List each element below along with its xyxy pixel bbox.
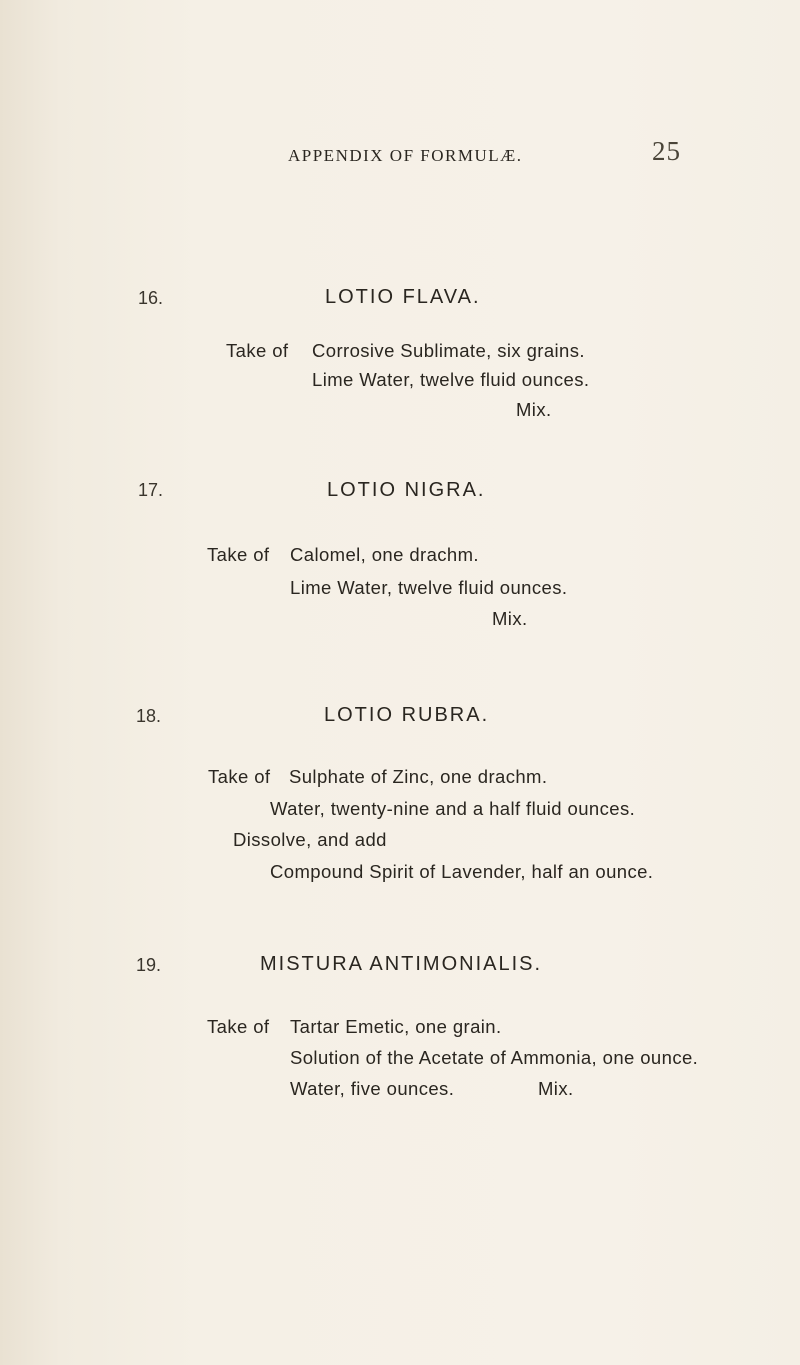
formula-title: LOTIO NIGRA. <box>327 479 486 501</box>
formula-number: 19. <box>136 955 162 975</box>
formula-line: Mix. <box>516 399 552 420</box>
formula-title: LOTIO RUBRA. <box>324 704 490 726</box>
formula-line: Water, five ounces. <box>290 1078 455 1099</box>
formula-line: Sulphate of Zinc, one drachm. <box>289 766 548 787</box>
formula-line: Lime Water, twelve fluid ounces. <box>290 577 568 598</box>
formula-line: Corrosive Sublimate, six grains. <box>312 340 585 361</box>
formula-line: Solution of the Acetate of Ammonia, one ounce. <box>290 1047 699 1068</box>
formula-number: 16. <box>138 288 164 308</box>
page-number: 25 <box>652 136 681 166</box>
formula-line: Mix. <box>538 1078 574 1099</box>
running-header: APPENDIX OF FORMULÆ. <box>288 146 523 165</box>
formula-line: Calomel, one drachm. <box>290 544 479 565</box>
formula-line: Take of <box>207 1016 270 1037</box>
formula-line: Dissolve, and add <box>233 829 387 850</box>
formula-line: Take of <box>208 766 271 787</box>
formula-line: Tartar Emetic, one grain. <box>290 1016 502 1037</box>
formula-line: Water, twenty-nine and a half fluid ounces. <box>270 798 636 819</box>
formula-line: Compound Spirit of Lavender, half an ounce. <box>270 861 654 882</box>
formula-title: MISTURA ANTIMONIALIS. <box>260 953 543 975</box>
formula-line: Mix. <box>492 608 528 629</box>
formula-line: Lime Water, twelve fluid ounces. <box>312 369 590 390</box>
formula-number: 18. <box>136 706 162 726</box>
formula-number: 17. <box>138 480 164 500</box>
formula-title: LOTIO FLAVA. <box>325 286 481 308</box>
formula-line: Take of <box>226 340 289 361</box>
formula-line: Take of <box>207 544 270 565</box>
